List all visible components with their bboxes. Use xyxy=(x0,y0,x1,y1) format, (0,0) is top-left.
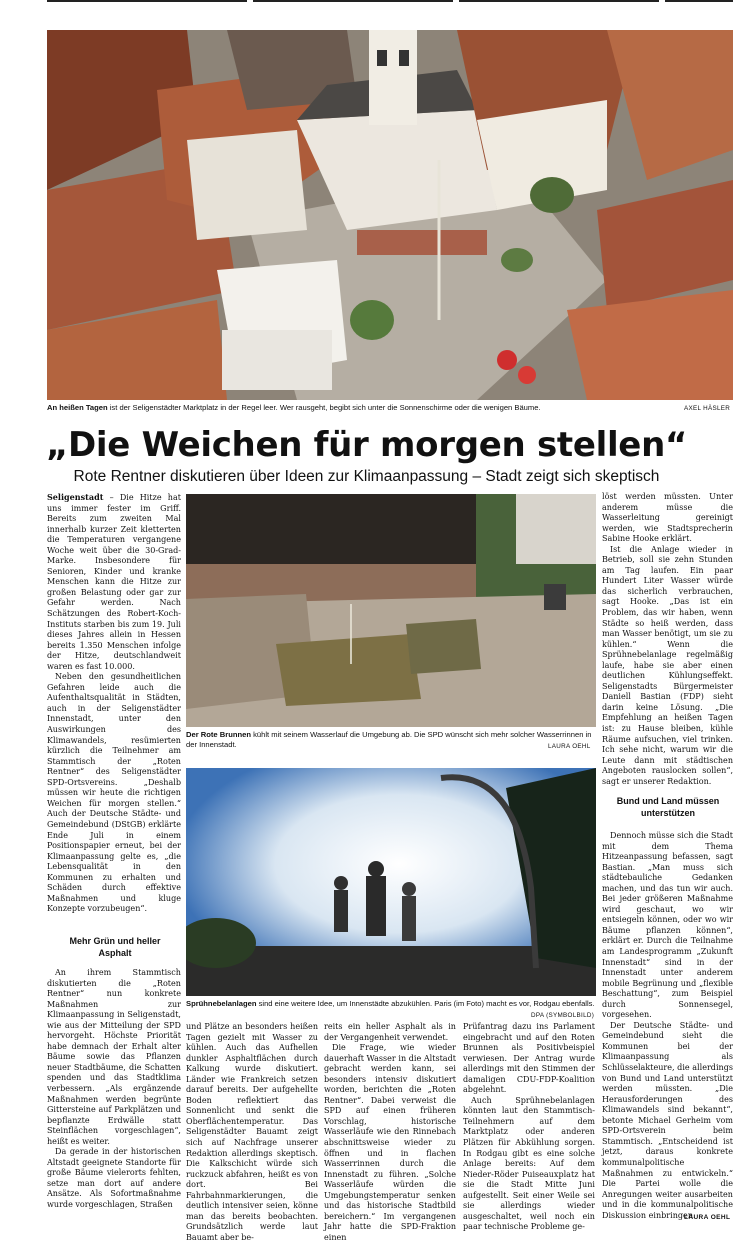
paragraph: Auch Sprühnebelanlagen könnten laut den Stammtisch-Teilnehmern auf dem Marktplatz oder anderen Plätzen für Abkühlung sorgen. In Rodgau gibt es eine solche Anlage bereits: Auf dem Nieder-Röder Puiseauxplatz hat sie die Stadt Mitte Juni aufgestellt. Seit einer Weile sei sie allerdings wieder ausgeschaltet, weil noch ein paar technische Probleme ge- xyxy=(463,1095,595,1232)
paragraph: Neben den gesundheitlichen Gefahren leide auch die Aufenthaltsqualität in Städten, auch in der Seligenstädter Innenstadt, unter den Auswirkungen des Klimawandels, resümierten kürzlich die Teilnehmer am Stammtisch der „Roten Rentner“ des Seligenstädter SPD-Ortsvereins. „Deshalb müssen wir heute die richtigen Weichen für morgen stellen.“ Auch der Deutsche Städte- und Gemeindebund (DStGB) erklärte Ende Juli in einem Positionspapier erneut, bei der Klimaanpassung gelte es, „die Lebensqualität in den Kommunen zu erhalten und Schäden durch effektive Maßnahmen und kluge Konzepte vorzubeugen“. xyxy=(47,672,181,914)
author-credit: LAURA OEHL xyxy=(684,1214,731,1221)
caption-lead: Der Rote Brunnen xyxy=(186,730,251,739)
column-2 xyxy=(186,1022,318,1243)
paragraph: löst werden müssten. Unter anderem müsse die Wasserleitung gereinigt werden, wie Stadtsprecherin Sabine Hooke erklärt. xyxy=(602,492,733,544)
column-1-cont xyxy=(47,968,181,1211)
paragraph: Ist die Anlage wieder in Betrieb, soll sie zehn Stunden am Tag laufen. Ein paar Hundert Liter Wasser würde das sicherlich verbrauchen, sagt Hooke. „Das ist ein Problem, das wir haben, wenn Städte so heiß werden, dass man Wasser benötigt, um sie zu kühlen.“ Wenn die Sprühnebelanlage regelmäßig laufe, habe sie aber einen deutlichen Kühlungseffekt. Seligenstadts Bürgermeister Daniell Bastian (FDP) sieht darin keine Lösung. „Die Empfehlung an heißen Tagen ist: zu Hause bleiben, kühle Räume aufsuchen, viel trinken. Ich sehe nicht, warum wir die Leute dann mit städtischen Angeboten rauslocken sollen“, sagt er unserer Redaktion. xyxy=(602,544,733,786)
fountain-photo xyxy=(186,494,596,727)
paragraph: Die Frage, wie wieder dauerhaft Wasser in die Altstadt gebracht werden kann, sei besonders intensiv diskutiert worden, berichten die „Roten Rentner“. Dabei verweist die SPD auf einen früheren Vorschlag, historische Wasserläufe wie den Rinnebach abschnittsweise wieder zu öffnen und in flachen Wasserrinnen durch die Innenstadt zu führen. „Solche Wasserläufe würden die Umgebungstemperatur senken und das historische Stadtbild bereichern.“ Im vergangenen Jahr hatte die SPD-Fraktion einen xyxy=(324,1043,456,1242)
paragraph: Prüfantrag dazu ins Parlament eingebracht und auf den Roten Brunnen als Positivbeispiel verwiesen. Der Antrag wurde allerdings mit den Stimmen der damaligen CDU-FDP-Koalition abgelehnt. xyxy=(463,1022,595,1095)
column-3 xyxy=(324,1022,456,1243)
paragraph: An ihrem Stammtisch diskutierten die „Roten Rentner“ nun konkrete Maßnahmen zur Klimaanpassung in Seligenstadt, wie aus der Mitteilung der SPD hervorgeht. Höchste Priorität habe demnach der Erhalt alter Bäume sowie das Pflanzen neuer Stadtbäume, die Schatten spenden und das Stadtklima verbessern. „Als ergänzende Maßnahmen werden begrünte Gittersteine auf Parkplätzen und bepflanzte Erdwälle statt Steinflächen vorgeschlagen“, heißt es weiter. xyxy=(47,968,181,1146)
caption-text: ist der Seligenstädter Marktplatz in der Regel leer. Wer rausgeht, begibt sich unter die Sonnenschirme oder die wenigen Bäume. xyxy=(107,403,541,412)
column-5 xyxy=(602,492,733,787)
intertitle-1: Mehr Grün und heller Asphalt xyxy=(69,936,161,958)
paragraph: und Plätze an besonders heißen Tagen gezielt mit Wasser zu kühlen. Auch das Aufhellen dunkler Asphaltflächen durch Kalkung wurde diskutiert. Länder wie Frankreich setzen darauf bereits. Der aufgehellte Boden reflektiert das Sonnenlicht und senkt die Oberflächentemperatur. Das Seligenstädter Bauamt zeigt sich auf Nachfrage unserer Redaktion allerdings skeptisch. Die Kalkschicht würde sich ruckzuck abfahren, heißt es von dort. Bei Fahrbahnmarkierungen, die deutlich intensiver seien, könne man das bereits beobachten. Grundsätzlich werde laut Bauamt aber be- xyxy=(186,1022,318,1242)
paragraph-text: – Die Hitze hat uns immer fester im Griff. Bereits zum zweiten Mal innerhalb kurzer Zeit kletterten die Temperaturen vergangene Woche weit über die 30-Grad-Marke. Insbesondere für Senioren, Kinder und kranke Menschen kann die Hitze zur großen Belastung oder gar zur Gefahr werden. Nach Schätzungen des Robert-Koch-Instituts starben bis zum 19. Juli dieses Jahres allein in Hessen bereits 1.350 Menschen infolge der Hitze, deutschlandweit waren es fast 10.000. xyxy=(47,493,181,671)
mist-photo xyxy=(186,768,596,996)
column-1 xyxy=(47,492,181,915)
caption-lead: An heißen Tagen xyxy=(47,403,108,412)
paragraph: Der Deutsche Städte- und Gemeindebund sieht die Kommunen bei der Klimaanpassung als Schlüsselakteure, die allerdings von Bund und Land unterstützt werden müssten. „Die Herausforderungen des Klimawandels sind bekannt“, betonte Michael Gerheim vom SPD-Ortsverein beim Stammtisch. „Entscheidend ist jetzt, daraus konkrete kommunalpolitische Maßnahmen zu entwickeln.“ Die Partei wolle die Anregungen weiter ausarbeiten und in die kommunalpolitische Diskussion einbringen. xyxy=(602,1020,733,1220)
paragraph xyxy=(47,492,181,672)
column-5-cont xyxy=(602,831,733,1221)
subheadline: Rote Rentner diskutieren über Ideen zur Klimaanpassung – Stadt zeigt sich skeptisch xyxy=(73,468,660,485)
paragraph: Dennoch müsse sich die Stadt mit dem Thema Hitzeanpassung befassen, sagt Bastian. „Man muss sich städtebauliche Gedanken machen, und das tun wir auch. Bei jeder größeren Maßnahme wird geschaut, wo wir entsiegeln können, oder wo wir Bäume pflanzen können“, erklärt er. Durch die Teilnahme am Landesprogramm „Zukunft Innenstadt“ sind in der Innenstadt unter anderem mobile Begrünung und „flexible Beschattung“, zum Beispiel durch Sonnensegel, vorgesehen. xyxy=(602,831,733,1020)
intertitle-2: Bund und Land müssen unterstützen xyxy=(616,796,720,818)
main-photo-caption xyxy=(47,403,657,413)
caption-text: sind eine weitere Idee, um Innenstädte abzukühlen. Paris (im Foto) macht es vor, Rodgau ebenfalls. xyxy=(256,999,595,1008)
paragraph: reits ein heller Asphalt als in der Vergangenheit verwendet. xyxy=(324,1022,456,1042)
fountain-photo-caption xyxy=(186,730,596,750)
market-square-photo xyxy=(47,30,733,400)
mist-photo-caption xyxy=(186,999,596,1009)
mist-photo-credit: DPA (SYMBOLBILD) xyxy=(531,1012,595,1019)
column-4 xyxy=(463,1022,595,1233)
fountain-photo-credit: LAURA OEHL xyxy=(548,743,591,750)
main-photo-credit: AXEL HÄSLER xyxy=(684,405,731,412)
top-rule xyxy=(47,0,733,2)
caption-text: kühlt mit seinem Wasserlauf die Umgebung ab. Die SPD wünscht sich mehr solcher Wasserrinnen in der Innenstadt. xyxy=(186,730,592,749)
paragraph: Da gerade in der historischen Altstadt geeignete Standorte für große Bäume vielerorts fehlten, setze man dort auf andere Ansätze. Als Sofortmaßnahme wurde vorgeschlagen, Straßen xyxy=(47,1147,181,1210)
dateline: Seligenstadt xyxy=(47,492,104,502)
caption-lead: Sprühnebelanlagen xyxy=(186,999,257,1008)
headline: „Die Weichen für morgen stellen“ xyxy=(45,425,688,465)
